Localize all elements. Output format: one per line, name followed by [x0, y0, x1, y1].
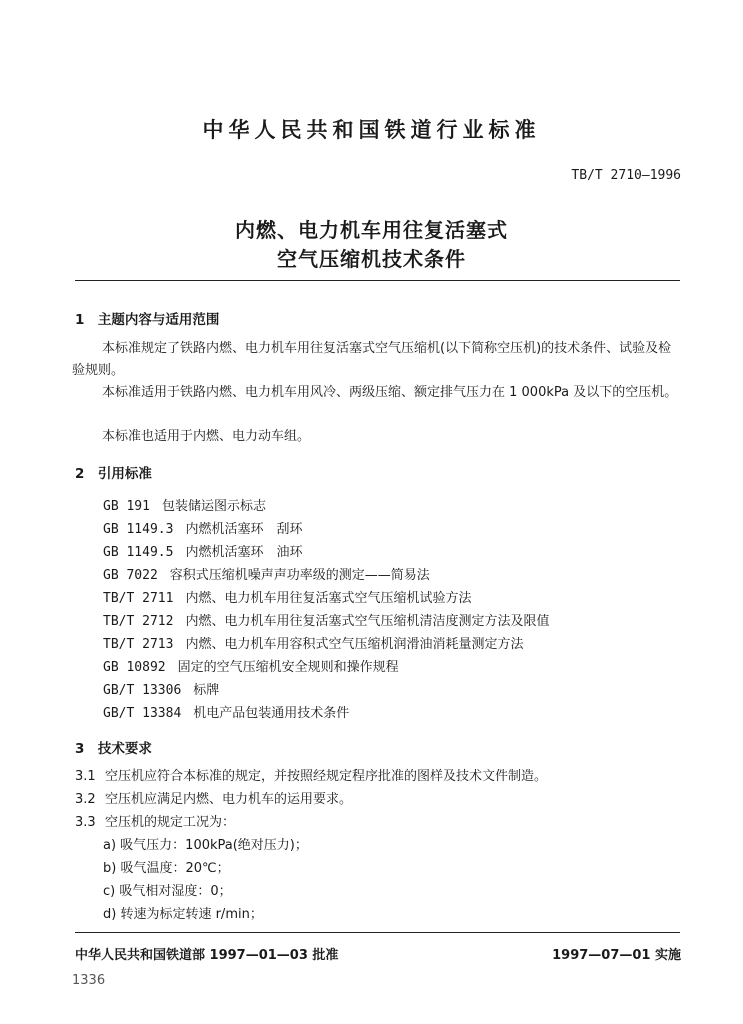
clause [75, 789, 352, 811]
reference-code: GB 1149.3 [103, 522, 174, 537]
reference-code: TB/T 2711 [103, 591, 174, 606]
section3-heading: 3 技术要求 [75, 741, 152, 757]
reference-item [103, 633, 523, 652]
reference-item [103, 518, 302, 537]
implementation-date: 1997—07—01 实施 [552, 948, 681, 963]
clause-text: 空压机的规定工况为： [105, 815, 236, 830]
reference-item [103, 656, 399, 675]
clause-text: 空压机应符合本标准的规定，并按照经规定程序批准的图样及技术文件制造。 [105, 769, 548, 784]
approval-info: 中华人民共和国铁道部 1997—01—03 批准 [75, 948, 339, 963]
title-rule [75, 280, 680, 281]
reference-code: GB/T 13306 [103, 683, 182, 698]
clause-text: 空压机应满足内燃、电力机车的运用要求。 [105, 792, 353, 807]
reference-item [103, 702, 349, 721]
reference-code: GB 10892 [103, 660, 166, 675]
clause [75, 766, 547, 788]
reference-code: TB/T 2712 [103, 614, 174, 629]
section1-paragraph: 本标准适用于铁路内燃、电力机车用风冷、两级压缩、额定排气压力在 1 000kPa 及以下的空压机。 [102, 385, 678, 400]
reference-title: 固定的空气压缩机安全规则和操作规程 [177, 660, 399, 675]
reference-item [103, 541, 302, 560]
clause-number: 3.2 [75, 792, 96, 807]
reference-title: 标牌 [193, 683, 220, 698]
section1-heading: 1 主题内容与适用范围 [75, 312, 220, 328]
reference-code: GB 7022 [103, 568, 158, 583]
page-number: 1336 [72, 973, 106, 988]
reference-title: 内燃机活塞环 刮环 [185, 522, 303, 537]
reference-code: GB 191 [103, 499, 150, 514]
industry-standard-title: 中华人民共和国铁道行业标准 [202, 118, 541, 142]
reference-title: 机电产品包装通用技术条件 [193, 706, 350, 721]
reference-code: GB 1149.5 [103, 545, 174, 560]
section1-paragraph: 本标准规定了铁路内燃、电力机车用往复活塞式空气压缩机(以下简称空压机)的技术条件、试验及检验规则。 [72, 341, 672, 378]
reference-title: 容积式压缩机噪声声功率级的测定——简易法 [169, 568, 430, 583]
reference-code: TB/T 2713 [103, 637, 174, 652]
reference-item [103, 564, 430, 583]
document-title-line1: 内燃、电力机车用往复活塞式 [235, 218, 508, 242]
reference-title: 内燃、电力机车用往复活塞式空气压缩机清洁度测定方法及限值 [185, 614, 550, 629]
condition-item: c) 吸气相对湿度：0； [103, 884, 232, 899]
reference-item [103, 495, 266, 514]
section2-heading: 2 引用标准 [75, 466, 152, 482]
reference-code: GB/T 13384 [103, 706, 182, 721]
reference-title: 包装储运图示标志 [161, 499, 266, 514]
reference-title: 内燃机活塞环 油环 [185, 545, 303, 560]
clause-number: 3.3 [75, 815, 96, 830]
condition-item: a) 吸气压力：100kPa(绝对压力)； [103, 838, 308, 853]
reference-item [103, 587, 471, 606]
footer-rule [75, 932, 680, 933]
clause [75, 812, 235, 834]
condition-item: d) 转速为标定转速 r/min； [103, 907, 263, 922]
document-title-line2: 空气压缩机技术条件 [277, 247, 466, 271]
section1-paragraph: 本标准也适用于内燃、电力动车组。 [102, 429, 311, 444]
clause-number: 3.1 [75, 769, 96, 784]
reference-item [103, 679, 219, 698]
reference-title: 内燃、电力机车用容积式空气压缩机润滑油消耗量测定方法 [185, 637, 524, 652]
condition-item: b) 吸气温度：20℃； [103, 861, 230, 876]
reference-item [103, 610, 549, 629]
standard-number: TB/T 2710—1996 [571, 168, 681, 183]
reference-title: 内燃、电力机车用往复活塞式空气压缩机试验方法 [185, 591, 472, 606]
